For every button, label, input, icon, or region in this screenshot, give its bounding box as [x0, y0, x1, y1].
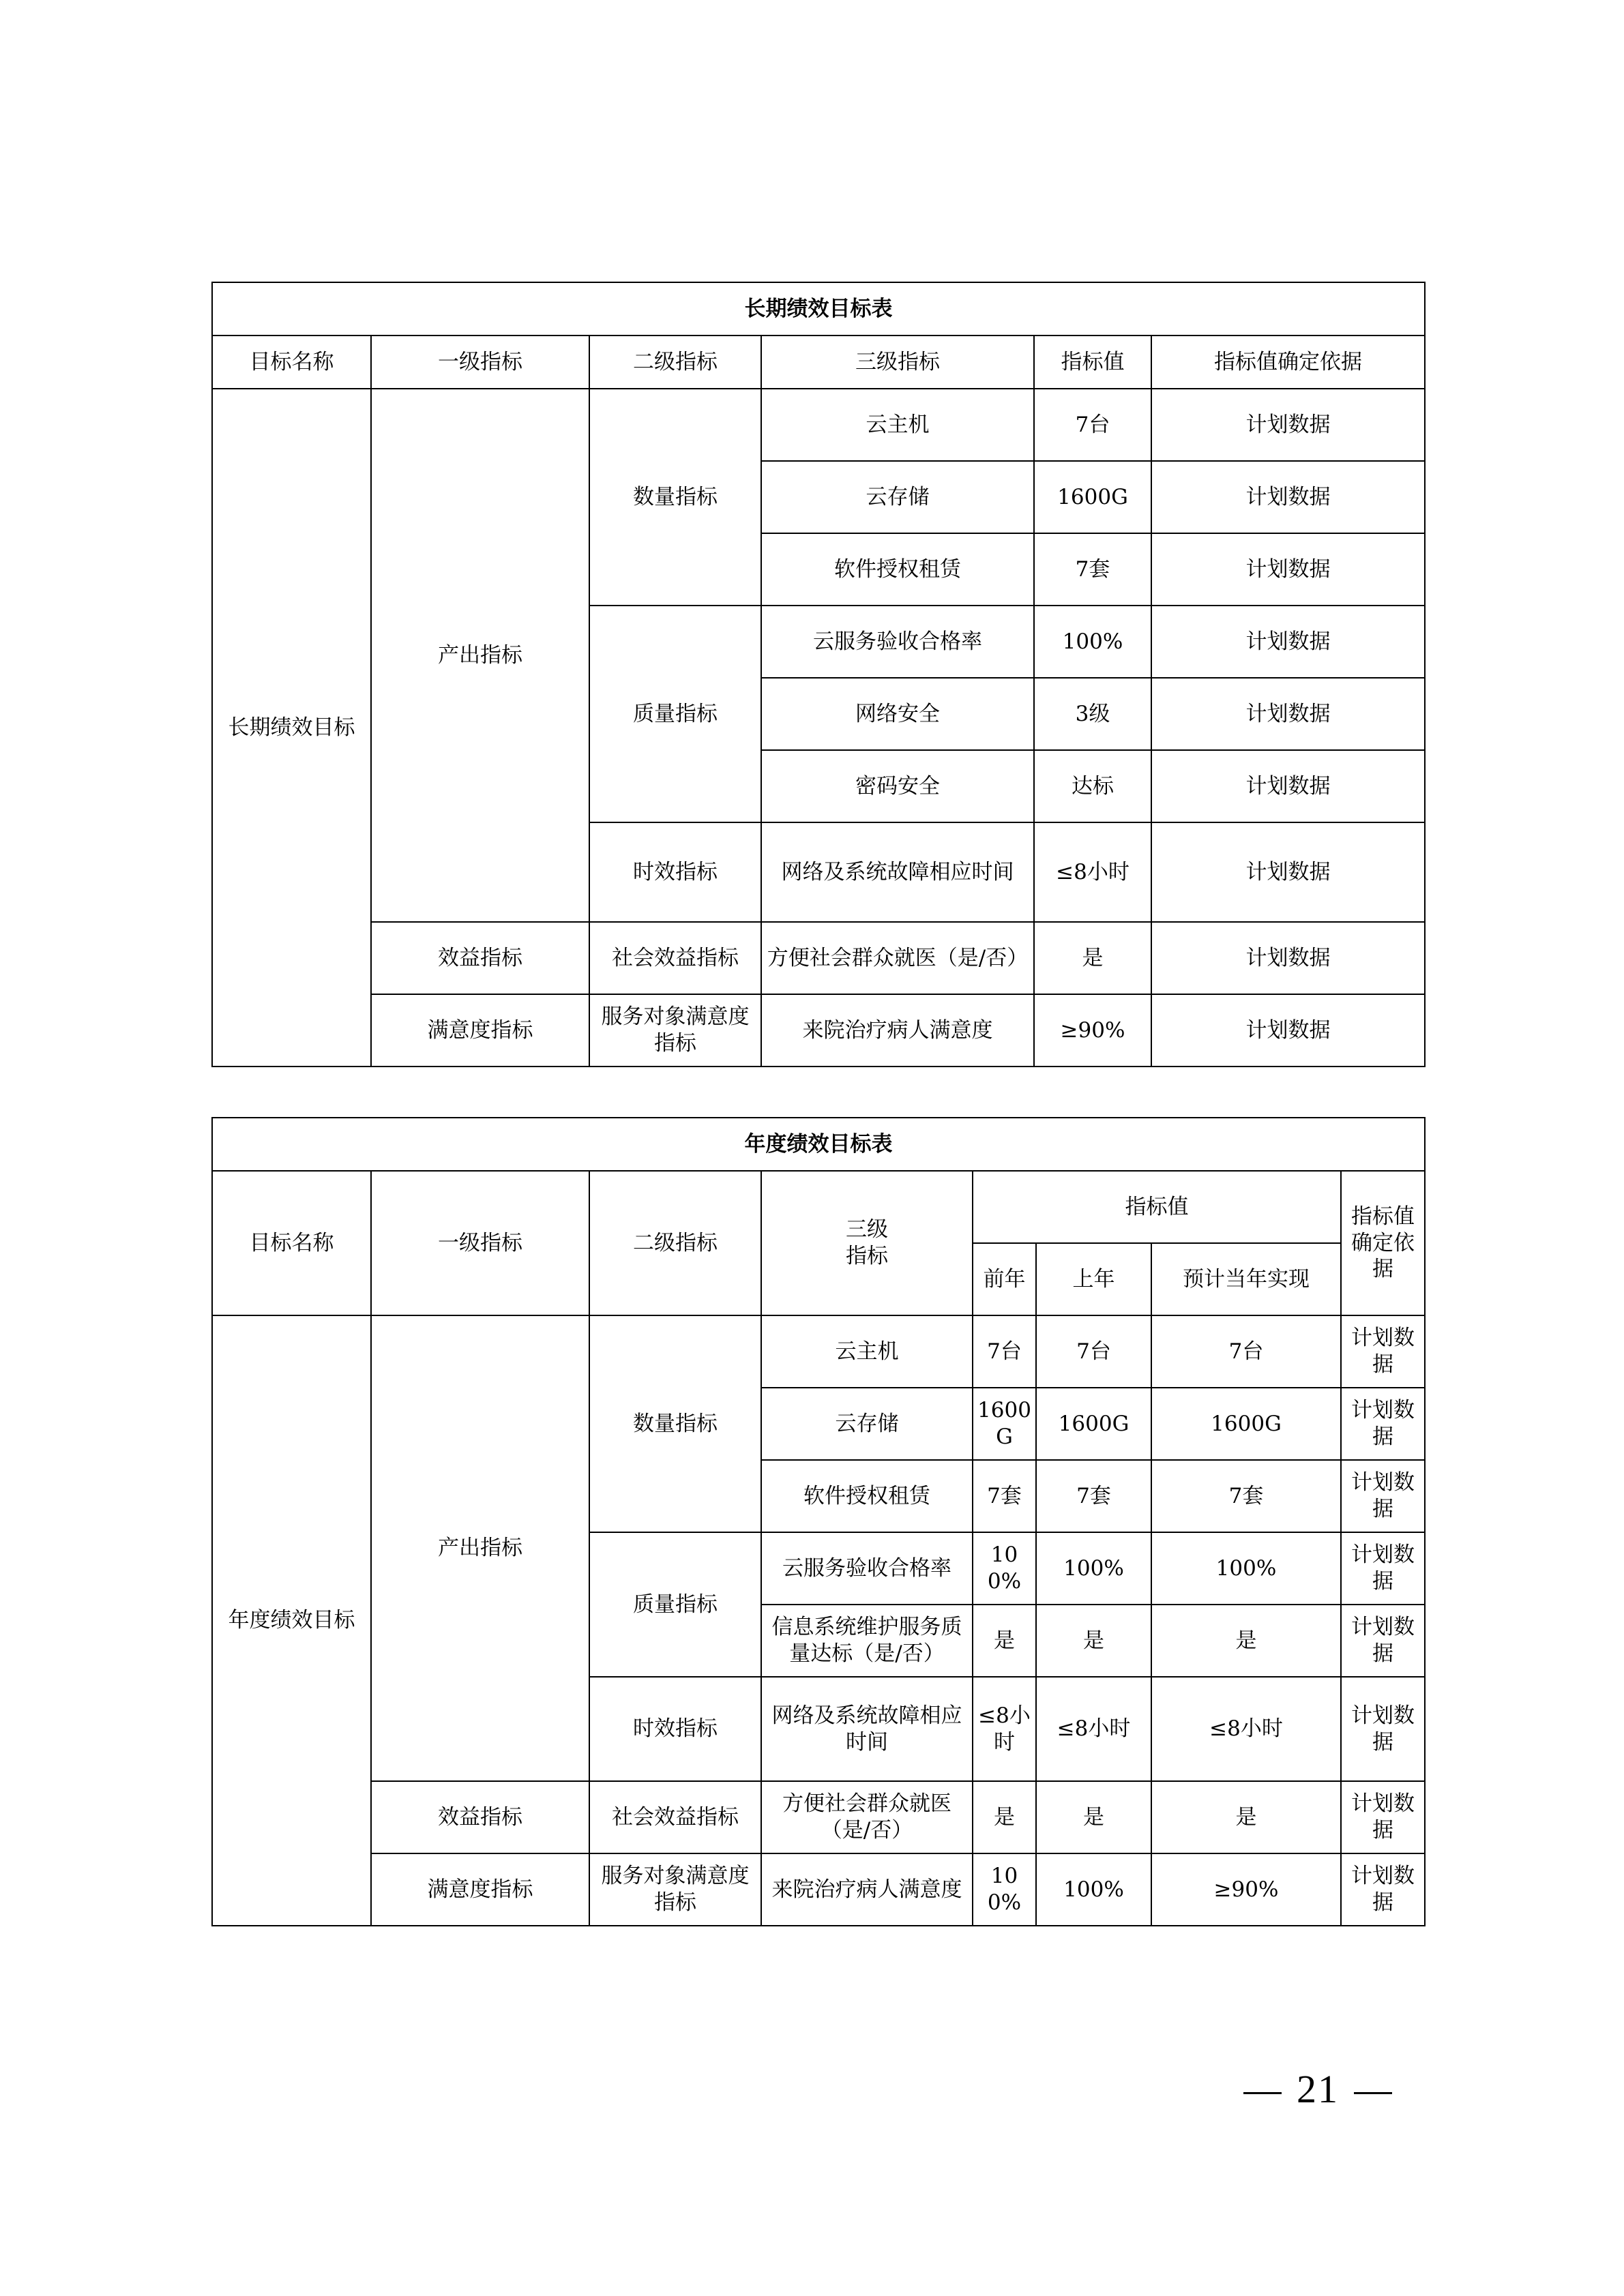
expected-cell: ≥90% [1151, 1853, 1341, 1926]
page-number-text: 21 [1297, 2067, 1339, 2111]
level1-cell: 满意度指标 [371, 994, 589, 1067]
table-title: 年度绩效目标表 [212, 1118, 1425, 1171]
table-title: 长期绩效目标表 [212, 282, 1425, 336]
expected-cell: 7套 [1151, 1460, 1341, 1532]
level3-cell: 网络安全 [761, 678, 1034, 750]
prev-year-cell: 1600G [973, 1388, 1036, 1460]
level2-cell: 质量指标 [589, 606, 761, 822]
level3-cell: 来院治疗病人满意度 [761, 994, 1034, 1067]
basis-cell: 计划数据 [1151, 922, 1425, 994]
level2-cell: 社会效益指标 [589, 922, 761, 994]
level3-cell: 云存储 [761, 461, 1034, 533]
header-level1: 一级指标 [371, 1171, 589, 1315]
expected-cell: ≤8小时 [1151, 1677, 1341, 1781]
prev-year-cell: 7套 [973, 1460, 1036, 1532]
basis-cell: 计划数据 [1341, 1853, 1425, 1926]
value-cell: 100% [1034, 606, 1151, 678]
last-year-cell: 是 [1036, 1781, 1151, 1853]
prev-year-cell: 100% [973, 1532, 1036, 1605]
header-basis: 指标值确定依据 [1341, 1171, 1425, 1315]
dash-left [1243, 2092, 1282, 2094]
value-cell: ≤8小时 [1034, 822, 1151, 922]
last-year-cell: 100% [1036, 1853, 1151, 1926]
level3-cell: 信息系统维护服务质量达标（是/否） [761, 1605, 973, 1677]
prev-year-cell: ≤8小时 [973, 1677, 1036, 1781]
level1-cell: 效益指标 [371, 922, 589, 994]
header-level2: 二级指标 [589, 1171, 761, 1315]
level2-cell: 数量指标 [589, 1315, 761, 1532]
basis-cell: 计划数据 [1151, 533, 1425, 606]
header-level3: 三级指标 [761, 336, 1034, 389]
dash-right [1354, 2092, 1392, 2094]
level2-cell: 质量指标 [589, 1532, 761, 1677]
level3-cell: 云服务验收合格率 [761, 606, 1034, 678]
level1-cell: 满意度指标 [371, 1853, 589, 1926]
header-level1: 一级指标 [371, 336, 589, 389]
level3-cell: 来院治疗病人满意度 [761, 1853, 973, 1926]
page-number [1228, 2066, 1407, 2112]
level3-cell: 云存储 [761, 1388, 973, 1460]
header-level2: 二级指标 [589, 336, 761, 389]
basis-cell: 计划数据 [1151, 389, 1425, 461]
basis-cell: 计划数据 [1341, 1605, 1425, 1677]
last-year-cell: 7套 [1036, 1460, 1151, 1532]
header-expected: 预计当年实现 [1151, 1243, 1341, 1315]
level1-cell: 效益指标 [371, 1781, 589, 1853]
value-cell: 1600G [1034, 461, 1151, 533]
value-cell: 7套 [1034, 533, 1151, 606]
value-cell: 7台 [1034, 389, 1151, 461]
level2-cell: 数量指标 [589, 389, 761, 606]
prev-year-cell: 是 [973, 1781, 1036, 1853]
expected-cell: 1600G [1151, 1388, 1341, 1460]
level2-cell: 社会效益指标 [589, 1781, 761, 1853]
basis-cell: 计划数据 [1151, 678, 1425, 750]
last-year-cell: 是 [1036, 1605, 1151, 1677]
value-cell: 达标 [1034, 750, 1151, 822]
header-level3-text: 三级指标 [846, 1217, 888, 1268]
level2-cell: 服务对象满意度指标 [589, 1853, 761, 1926]
level3-cell: 云服务验收合格率 [761, 1532, 973, 1605]
level3-cell: 云主机 [761, 1315, 973, 1388]
value-cell: ≥90% [1034, 994, 1151, 1067]
annual-performance-table [211, 1117, 1426, 1926]
value-cell: 是 [1034, 922, 1151, 994]
level3-cell: 网络及系统故障相应时间 [761, 822, 1034, 922]
header-value: 指标值 [973, 1171, 1341, 1243]
basis-cell: 计划数据 [1151, 750, 1425, 822]
basis-cell: 计划数据 [1341, 1781, 1425, 1853]
basis-cell: 计划数据 [1151, 994, 1425, 1067]
level1-cell: 产出指标 [371, 1315, 589, 1781]
level3-cell: 密码安全 [761, 750, 1034, 822]
target-name-cell: 长期绩效目标 [212, 389, 371, 1067]
expected-cell: 是 [1151, 1781, 1341, 1853]
prev-year-cell: 是 [973, 1605, 1036, 1677]
level2-cell: 服务对象满意度指标 [589, 994, 761, 1067]
last-year-cell: 1600G [1036, 1388, 1151, 1460]
prev-year-cell: 7台 [973, 1315, 1036, 1388]
expected-cell: 100% [1151, 1532, 1341, 1605]
level2-cell: 时效指标 [589, 822, 761, 922]
basis-cell: 计划数据 [1151, 822, 1425, 922]
header-last-year: 上年 [1036, 1243, 1151, 1315]
prev-year-cell: 100% [973, 1853, 1036, 1926]
basis-cell: 计划数据 [1151, 606, 1425, 678]
level3-cell: 软件授权租赁 [761, 533, 1034, 606]
long-term-performance-table [211, 282, 1426, 1067]
value-cell: 3级 [1034, 678, 1151, 750]
basis-cell: 计划数据 [1341, 1532, 1425, 1605]
expected-cell: 是 [1151, 1605, 1341, 1677]
basis-cell: 计划数据 [1341, 1677, 1425, 1781]
target-name-cell: 年度绩效目标 [212, 1315, 371, 1926]
level2-cell: 时效指标 [589, 1677, 761, 1781]
level3-cell: 方便社会群众就医（是/否） [761, 922, 1034, 994]
header-value: 指标值 [1034, 336, 1151, 389]
basis-cell: 计划数据 [1341, 1315, 1425, 1388]
basis-cell: 计划数据 [1151, 461, 1425, 533]
last-year-cell: ≤8小时 [1036, 1677, 1151, 1781]
level1-cell: 产出指标 [371, 389, 589, 922]
last-year-cell: 100% [1036, 1532, 1151, 1605]
header-basis: 指标值确定依据 [1151, 336, 1425, 389]
last-year-cell: 7台 [1036, 1315, 1151, 1388]
expected-cell: 7台 [1151, 1315, 1341, 1388]
header-prev-year: 前年 [973, 1243, 1036, 1315]
basis-cell: 计划数据 [1341, 1388, 1425, 1460]
header-target-name: 目标名称 [212, 336, 371, 389]
header-target-name: 目标名称 [212, 1171, 371, 1315]
level3-cell: 方便社会群众就医（是/否） [761, 1781, 973, 1853]
header-level3 [761, 1171, 973, 1315]
level3-cell: 软件授权租赁 [761, 1460, 973, 1532]
basis-cell: 计划数据 [1341, 1460, 1425, 1532]
level3-cell: 云主机 [761, 389, 1034, 461]
level3-cell: 网络及系统故障相应时间 [761, 1677, 973, 1781]
